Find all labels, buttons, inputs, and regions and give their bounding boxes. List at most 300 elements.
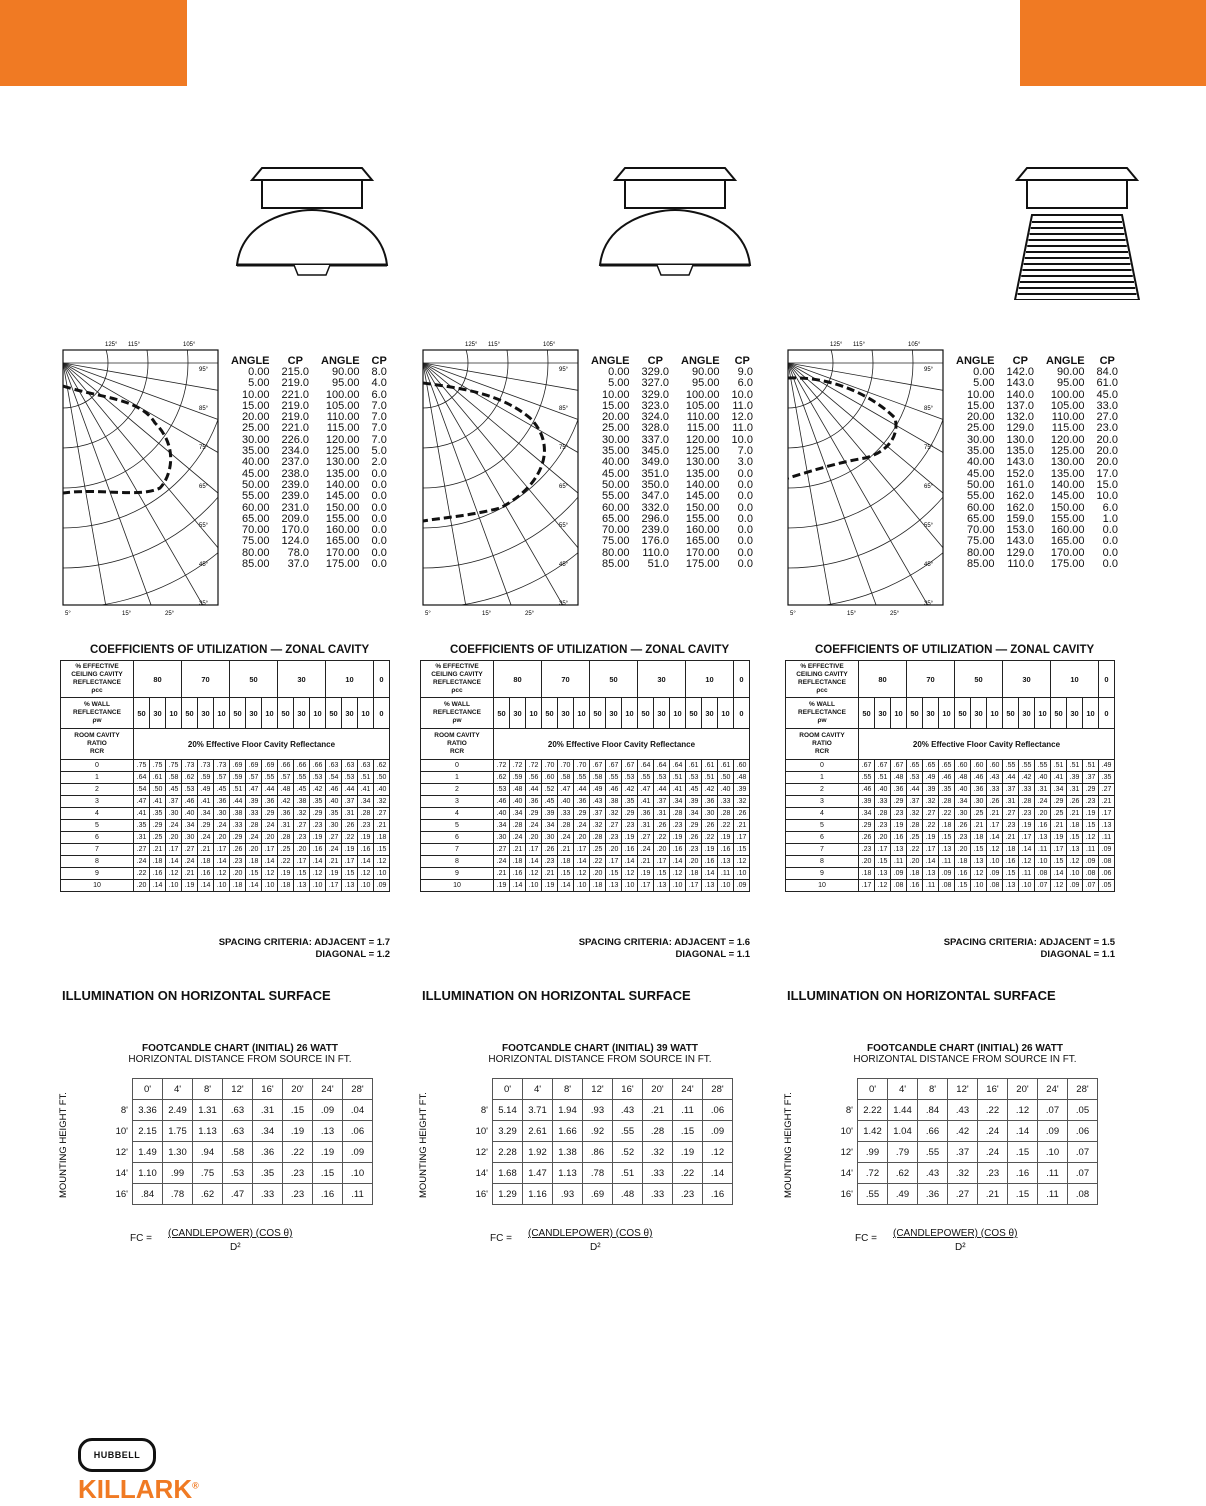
cu-cell: .10 (166, 880, 182, 892)
formula-denominator: D² (230, 1242, 241, 1253)
cu-cell: .25 (907, 832, 923, 844)
cu-cell: .20 (859, 856, 875, 868)
fc-cell: 1.13 (193, 1121, 223, 1142)
cu-cell: .73 (198, 760, 214, 772)
cp-cell: 10.00 (241, 388, 270, 401)
fc-cell: .92 (583, 1121, 613, 1142)
polar-label: 15° (122, 611, 132, 617)
cu-cell: .33 (246, 808, 262, 820)
fc-cell: .43 (918, 1163, 948, 1184)
cp-cell: 150.00 (325, 501, 360, 514)
fc-subtitle: HORIZONTAL DISTANCE FROM SOURCE IN FT. (488, 1054, 712, 1065)
fc-cell: .42 (948, 1121, 978, 1142)
fc-cell: 2.61 (523, 1121, 553, 1142)
cp-cell: 70.00 (601, 524, 630, 537)
fc-cell: .24 (978, 1121, 1008, 1142)
cu-cell: .24 (526, 820, 542, 832)
fc-subtitle: HORIZONTAL DISTANCE FROM SOURCE IN FT. (128, 1054, 352, 1065)
cu-cell: .13 (718, 856, 734, 868)
polar-label: 85° (924, 406, 934, 412)
cu-cell: .36 (526, 796, 542, 808)
cp-cell: 175.00 (325, 558, 360, 571)
fc-cell: .15 (1008, 1184, 1038, 1205)
fc-cell: .35 (253, 1163, 283, 1184)
formula-denominator: D² (590, 1242, 601, 1253)
cu-row (61, 844, 390, 856)
cu-cell: .20 (654, 844, 670, 856)
cu-cell: .37 (1003, 784, 1019, 796)
cu-cell: .15 (1003, 868, 1019, 880)
cu-cell: .27 (294, 820, 310, 832)
cu-cell: .13 (1099, 820, 1115, 832)
cu-cell: .69 (246, 760, 262, 772)
cu-cell: .46 (859, 784, 875, 796)
cu-cell: .14 (310, 856, 326, 868)
wall-reflectance: 10 (526, 698, 542, 729)
cp-cell: 105.00 (685, 399, 720, 412)
cu-cell: .12 (310, 868, 326, 880)
wall-reflectance: 30 (1019, 698, 1035, 729)
cu-cell: .63 (342, 760, 358, 772)
cu-cell: 8 (421, 856, 494, 868)
cu-cell: .39 (859, 796, 875, 808)
cp-cell: 0.0 (371, 546, 387, 559)
mounting-height: 12' (840, 1146, 853, 1158)
cu-cell: .72 (494, 760, 510, 772)
cu-cell: 0 (61, 760, 134, 772)
cp-cell: 15.00 (601, 399, 630, 412)
cu-cell: .29 (1083, 784, 1099, 796)
cu-label-line: % EFFECTIVE (435, 663, 479, 670)
cu-cell: .23 (686, 844, 702, 856)
cp-cell: 5.0 (371, 445, 387, 458)
cu-cell: .23 (670, 820, 686, 832)
cp-cell: 137.0 (1006, 399, 1035, 412)
cu-cell: .14 (987, 832, 1003, 844)
fc-cell: .24 (978, 1142, 1008, 1163)
cu-cell: .33 (558, 808, 574, 820)
cu-label-line: CEILING CAVITY (431, 671, 483, 678)
cu-cell: .24 (1035, 796, 1051, 808)
wall-reflectance: 10 (262, 698, 278, 729)
cp-cell: 105.00 (325, 399, 360, 412)
cp-cell: 33.0 (1096, 399, 1118, 412)
cu-cell: .16 (1003, 856, 1019, 868)
cu-cell: .06 (1099, 868, 1115, 880)
fc-cell: .12 (703, 1142, 733, 1163)
cp-cell: 15.00 (241, 399, 270, 412)
cp-cell: 85.00 (601, 558, 630, 571)
distance-header: 16' (253, 1079, 283, 1100)
cu-cell: .75 (166, 760, 182, 772)
cu-cell: 2 (786, 784, 859, 796)
cp-cell: 143.0 (1006, 535, 1035, 548)
cp-cell: 5.00 (608, 377, 630, 390)
cu-cell: .14 (526, 856, 542, 868)
cu-table (60, 660, 390, 892)
cu-cell: 3 (786, 796, 859, 808)
cu-cell: .53 (342, 772, 358, 784)
cp-cell: 115.00 (326, 422, 360, 435)
fc-cell: .08 (1068, 1184, 1098, 1205)
cp-cell: 145.00 (1050, 490, 1085, 503)
cu-cell: .18 (246, 856, 262, 868)
cu-cell: .53 (686, 772, 702, 784)
fc-subtitle: HORIZONTAL DISTANCE FROM SOURCE IN FT. (853, 1054, 1077, 1065)
polar-label: 75° (199, 445, 209, 451)
spacing-criteria (180, 937, 390, 961)
cu-cell: .12 (262, 868, 278, 880)
cu-cell: .43 (987, 772, 1003, 784)
fc-cell: .11 (343, 1184, 373, 1205)
ceiling-reflectance: 30 (1003, 661, 1051, 698)
ceiling-reflectance: 0 (1099, 661, 1115, 698)
cp-cell: 25.00 (601, 422, 630, 435)
candlepower-table (585, 355, 759, 570)
cu-label-line: RCR (89, 748, 105, 755)
cu-row (61, 856, 390, 868)
cp-cell: 110.00 (1051, 411, 1085, 424)
cu-cell: .39 (542, 808, 558, 820)
polar-label: 95° (924, 367, 934, 373)
cu-row (786, 808, 1115, 820)
cu-cell: .18 (374, 832, 390, 844)
cp-cell: 145.00 (685, 490, 720, 503)
cu-cell: .10 (574, 880, 590, 892)
cu-cell: .11 (939, 856, 955, 868)
cu-cell: .25 (150, 832, 166, 844)
cp-cell: 75.00 (601, 535, 630, 548)
fc-cell: .32 (948, 1163, 978, 1184)
cu-cell: .32 (590, 820, 606, 832)
cu-cell: .64 (638, 760, 654, 772)
ceiling-reflectance: 10 (686, 661, 734, 698)
cp-cell: 50.00 (241, 478, 270, 491)
cp-cell: 239.0 (281, 478, 310, 491)
cu-cell: .16 (310, 844, 326, 856)
polar-label: 95° (559, 367, 569, 373)
cp-cell: 125.00 (685, 445, 720, 458)
distance-header: 12' (583, 1079, 613, 1100)
cu-cell: .21 (558, 844, 574, 856)
cu-cell: .24 (510, 832, 526, 844)
cu-cell: .45 (214, 784, 230, 796)
cu-cell: .62 (494, 772, 510, 784)
cu-cell: .55 (1019, 760, 1035, 772)
cu-cell: .42 (310, 784, 326, 796)
formula-denominator: D² (955, 1242, 966, 1253)
wall-reflectance: 50 (907, 698, 923, 729)
cu-cell: .63 (358, 760, 374, 772)
cp-cell: 6.0 (371, 388, 387, 401)
cp-row (585, 457, 759, 468)
mounting-height: 16' (115, 1188, 128, 1200)
cu-cell: .12 (574, 868, 590, 880)
cu-cell: .12 (1051, 880, 1067, 892)
fc-cell: .15 (313, 1163, 343, 1184)
wall-reflectance: 10 (718, 698, 734, 729)
cp-cell: 75.00 (241, 535, 270, 548)
cu-cell: .28 (278, 832, 294, 844)
cu-row (786, 832, 1115, 844)
fc-cell: .15 (673, 1121, 703, 1142)
cu-cell: .34 (358, 796, 374, 808)
cu-cell: .44 (654, 784, 670, 796)
fc-cell: .75 (193, 1163, 223, 1184)
cu-cell: .20 (526, 832, 542, 844)
cu-cell: .05 (1099, 880, 1115, 892)
polar-label: 65° (924, 484, 934, 490)
cp-cell: 140.00 (325, 478, 360, 491)
cu-cell: .46 (182, 796, 198, 808)
cu-cell: 8 (786, 856, 859, 868)
cu-row (786, 772, 1115, 784)
cu-cell: .12 (875, 880, 891, 892)
cp-cell: 140.00 (1050, 478, 1085, 491)
fc-cell: .16 (703, 1184, 733, 1205)
cu-cell: .42 (1019, 772, 1035, 784)
fc-cell: 1.92 (523, 1142, 553, 1163)
cp-cell: 140.0 (1006, 388, 1035, 401)
cu-cell: .58 (166, 772, 182, 784)
cu-cell: 0 (421, 760, 494, 772)
cu-cell: .46 (326, 784, 342, 796)
cu-label-line: REFLECTANCE (798, 709, 846, 716)
fc-cell: .22 (978, 1100, 1008, 1121)
cu-cell: .32 (294, 808, 310, 820)
cu-cell: .14 (670, 856, 686, 868)
cu-cell: .15 (294, 868, 310, 880)
cu-cell: .23 (1003, 820, 1019, 832)
ceiling-reflectance: 50 (230, 661, 278, 698)
cu-cell: .27 (326, 832, 342, 844)
cu-cell: .14 (923, 856, 939, 868)
cp-cell: 50.00 (601, 478, 630, 491)
cu-cell: .22 (718, 820, 734, 832)
cp-cell: 209.0 (281, 512, 310, 525)
cu-cell: .09 (734, 880, 750, 892)
cu-cell: .65 (907, 760, 923, 772)
cu-cell: .19 (310, 832, 326, 844)
cu-cell: .13 (294, 880, 310, 892)
cu-cell: .59 (510, 772, 526, 784)
cp-header: ANGLE (231, 355, 270, 367)
wall-reflectance: 30 (510, 698, 526, 729)
cu-row (421, 808, 750, 820)
cu-cell: .34 (955, 796, 971, 808)
cp-cell: 45.00 (601, 467, 630, 480)
wall-reflectance: 50 (278, 698, 294, 729)
fc-cell: .62 (193, 1184, 223, 1205)
cu-cell: .60 (971, 760, 987, 772)
cu-title: COEFFICIENTS OF UTILIZATION — ZONAL CAVITY (90, 644, 370, 656)
cu-cell: .22 (923, 820, 939, 832)
cu-cell: .70 (542, 760, 558, 772)
mounting-height-label (412, 1080, 432, 1200)
cu-cell: .42 (622, 784, 638, 796)
wall-reflectance: 30 (654, 698, 670, 729)
cu-cell: .18 (955, 856, 971, 868)
cu-cell: .32 (907, 808, 923, 820)
cp-cell: 4.0 (371, 377, 387, 390)
cp-cell: 12.0 (731, 411, 753, 424)
cu-cell: .19 (1083, 808, 1099, 820)
cu-row (786, 784, 1115, 796)
polar-label: 5° (790, 611, 796, 617)
cp-cell: 95.00 (1057, 377, 1085, 390)
cu-label-line: RATIO (87, 740, 107, 747)
footcandle-chart-title (90, 1043, 390, 1065)
cp-cell: 329.0 (641, 366, 670, 378)
fc-cell: .14 (703, 1163, 733, 1184)
cu-cell: .17 (606, 856, 622, 868)
cp-row (225, 457, 393, 468)
brand-logo (78, 1438, 199, 1505)
cu-cell: .16 (622, 844, 638, 856)
cu-cell: .14 (198, 880, 214, 892)
mounting-height: 14' (840, 1167, 853, 1179)
cp-cell: 110.0 (1007, 558, 1035, 571)
cu-cell: .18 (907, 868, 923, 880)
cu-cell: 8 (61, 856, 134, 868)
cp-cell: 329.0 (641, 388, 670, 401)
cp-cell: 60.00 (601, 501, 630, 514)
cu-cell: .34 (859, 808, 875, 820)
cu-cell: .17 (1051, 844, 1067, 856)
cp-header: CP (1099, 355, 1115, 367)
cu-cell: .29 (198, 820, 214, 832)
cu-cell: .75 (134, 760, 150, 772)
cu-row (421, 832, 750, 844)
cu-cell: .67 (590, 760, 606, 772)
spacing-diagonal: DIAGONAL = 1.1 (1040, 949, 1115, 960)
fc-cell: .69 (583, 1184, 613, 1205)
cu-row (786, 844, 1115, 856)
cp-cell: 239.0 (641, 524, 670, 537)
fc-cell: .63 (223, 1100, 253, 1121)
cu-cell: .29 (230, 832, 246, 844)
cu-cell: .21 (494, 868, 510, 880)
cu-cell: .18 (558, 856, 574, 868)
cp-header: ANGLE (1046, 355, 1085, 367)
cu-row (61, 880, 390, 892)
polar-label: 115° (853, 342, 865, 348)
cu-cell: .53 (654, 772, 670, 784)
cu-cell: .33 (875, 796, 891, 808)
cu-cell: .51 (1067, 760, 1083, 772)
cu-cell: .34 (182, 820, 198, 832)
fc-row (825, 1142, 1098, 1163)
cu-cell: 10 (61, 880, 134, 892)
cu-label-line: REFLECTANCE (798, 679, 846, 686)
cu-cell: .13 (923, 868, 939, 880)
cu-cell: .21 (987, 808, 1003, 820)
fc-chart-title: FOOTCANDLE CHART (INITIAL) 26 WATT (142, 1043, 338, 1054)
fc-row (460, 1163, 733, 1184)
cp-cell: 165.00 (685, 535, 720, 548)
cu-cell: .31 (1003, 796, 1019, 808)
brand-name: KILLARK® (78, 1474, 199, 1504)
cu-cell: .43 (590, 796, 606, 808)
cu-cell: .17 (987, 820, 1003, 832)
cu-cell: .12 (526, 868, 542, 880)
ceiling-reflectance: 50 (590, 661, 638, 698)
cu-label-line: REFLECTANCE (73, 679, 121, 686)
fc-cell: .14 (1008, 1121, 1038, 1142)
cu-cell: .27 (134, 844, 150, 856)
cu-cell: .09 (939, 868, 955, 880)
cp-header: ANGLE (681, 355, 720, 367)
cp-cell: 0.0 (371, 478, 387, 491)
cu-cell: .40 (494, 808, 510, 820)
cu-cell: .28 (246, 820, 262, 832)
cp-row (950, 491, 1124, 502)
cp-cell: 40.00 (241, 456, 270, 469)
fc-row (825, 1184, 1098, 1205)
cu-cell: .35 (134, 820, 150, 832)
distance-header: 8' (193, 1079, 223, 1100)
cp-cell: 135.00 (325, 467, 360, 480)
mounting-height: 10' (115, 1125, 128, 1137)
cu-cell: .09 (1067, 880, 1083, 892)
cu-cell: .25 (971, 808, 987, 820)
fc-cell: .22 (673, 1163, 703, 1184)
cu-cell: .20 (262, 832, 278, 844)
cu-cell: .18 (278, 880, 294, 892)
cu-cell: .17 (859, 880, 875, 892)
fc-cell: .12 (1008, 1100, 1038, 1121)
wall-reflectance: 10 (214, 698, 230, 729)
cu-cell: .19 (923, 832, 939, 844)
cu-cell: .12 (734, 856, 750, 868)
cp-row (950, 559, 1124, 570)
cu-row (61, 784, 390, 796)
cu-cell: .19 (638, 868, 654, 880)
cu-row (61, 760, 390, 772)
cu-cell: .22 (134, 868, 150, 880)
cp-cell: 226.0 (281, 433, 310, 446)
cp-cell: 0.0 (737, 490, 753, 503)
cu-cell: .51 (702, 772, 718, 784)
cu-cell: .19 (326, 868, 342, 880)
cp-cell: 324.0 (641, 411, 670, 424)
fc-cell: .86 (583, 1142, 613, 1163)
fc-row (100, 1121, 373, 1142)
cp-cell: 85.00 (966, 558, 995, 571)
cu-cell: .34 (670, 796, 686, 808)
cp-cell: 135.0 (1006, 445, 1035, 458)
cp-cell: 45.00 (241, 467, 270, 480)
cp-cell: 115.00 (686, 422, 720, 435)
cu-cell: 2 (421, 784, 494, 796)
cu-cell: .37 (907, 796, 923, 808)
fixture-illustration (997, 160, 1157, 300)
cp-cell: 130.00 (1050, 456, 1085, 469)
cp-cell: 155.00 (1050, 512, 1085, 525)
fc-cell: .09 (1038, 1121, 1068, 1142)
candlepower-table (950, 355, 1124, 570)
wall-reflectance: 30 (923, 698, 939, 729)
cu-cell: .33 (1019, 784, 1035, 796)
cp-cell: 30.00 (601, 433, 630, 446)
cp-cell: 80.00 (241, 546, 270, 559)
cu-cell: .64 (670, 760, 686, 772)
fc-row (460, 1142, 733, 1163)
fc-cell: 3.36 (133, 1100, 163, 1121)
wall-reflectance: 50 (590, 698, 606, 729)
cu-cell: .13 (1067, 844, 1083, 856)
cu-cell: .40 (374, 784, 390, 796)
